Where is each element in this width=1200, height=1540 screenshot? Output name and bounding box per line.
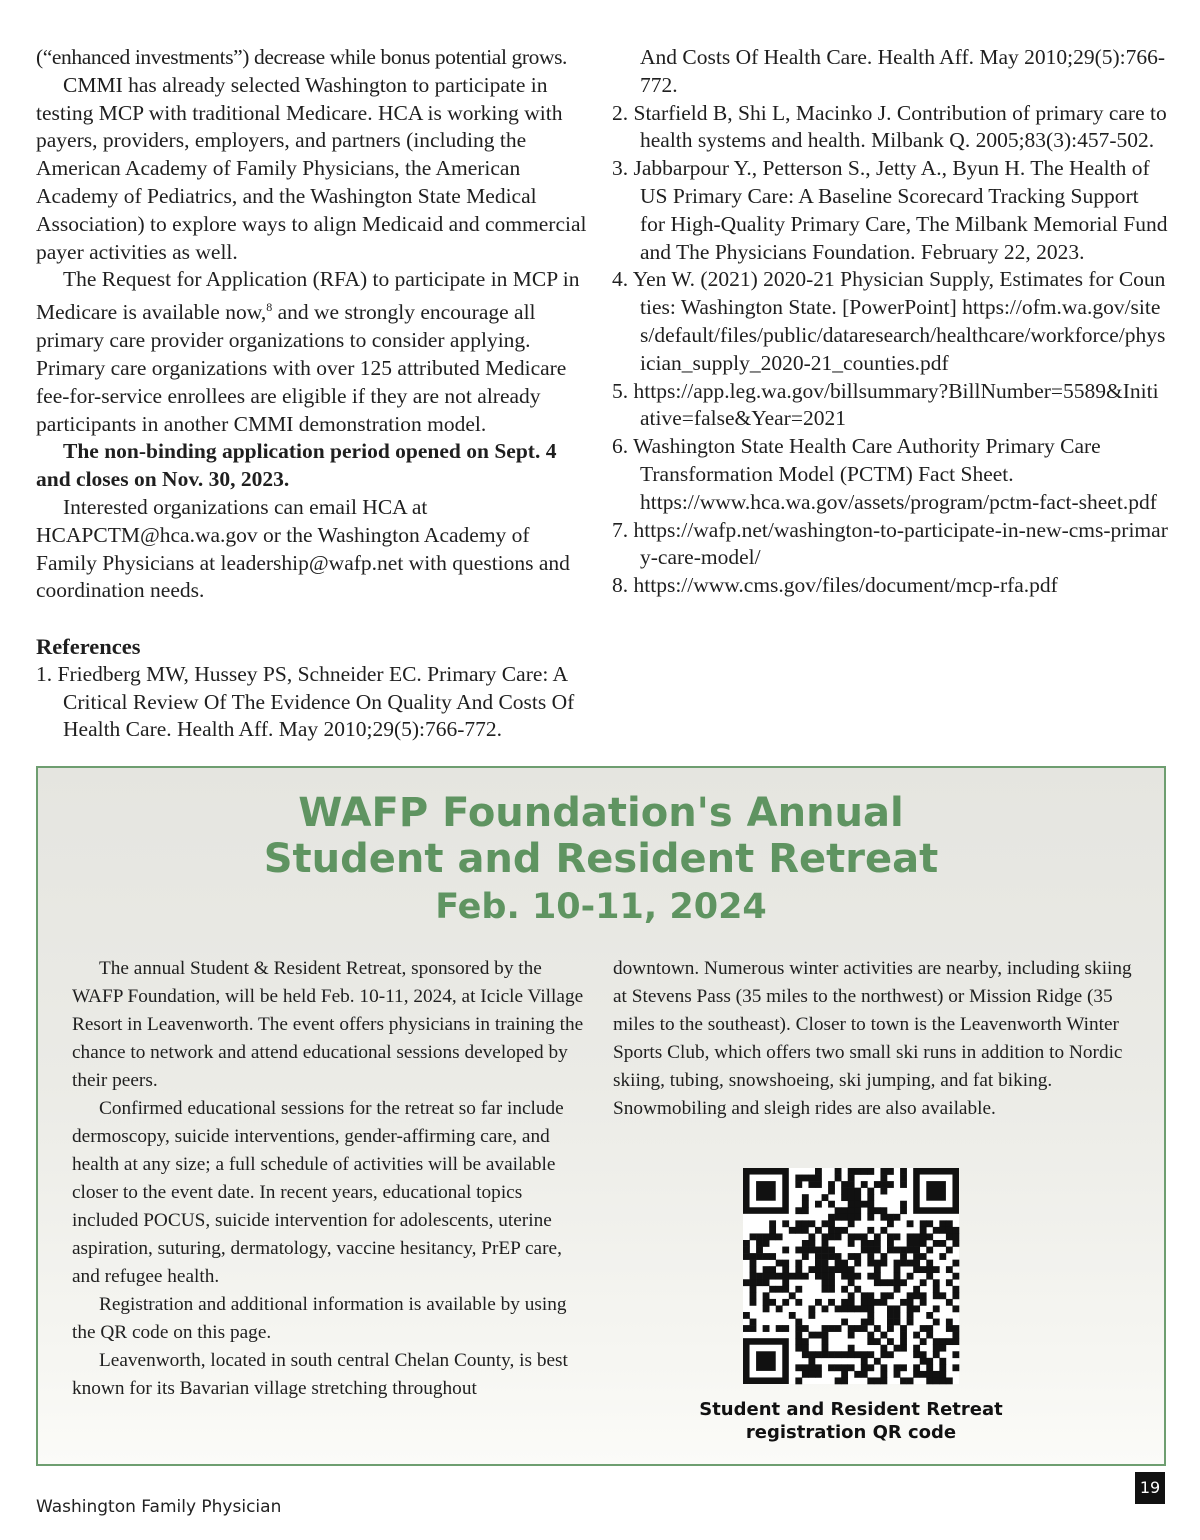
qr-code-graphic xyxy=(743,1168,959,1384)
callout-paragraph: Confirmed educational sessions for the retreat so far include dermoscopy, suicide interventions, gender-affirming care, and health at any size; a full schedule of activities will be available closer to the event date. In recent years, educational topics included POCUS, suicide intervention for adolescents, uterine aspiration, suturing, dermatology, vaccine hesitancy, PrEP care, and refugee health. xyxy=(72,1098,564,1287)
reference-item: 8. https://www.cms.gov/files/document/mcp-rfa.pdf xyxy=(612,573,1058,598)
qr-caption-line-1: Student and Resident Retreat xyxy=(699,1399,1003,1420)
reference-item: 1. Friedberg MW, Hussey PS, Schneider EC. Primary Care: A Critical Review Of The Evidence On Quality And Costs Of Health Care. Health Aff. May 2010;29(5):766-772. xyxy=(36,661,575,742)
article-paragraph: CMMI has already selected Washington to participate in testing MCP with traditional Medicare. HCA is working with payers, providers, employers, and partners (including the American Academy of Family Physicians, the American Academy of Pediatrics, and the Washington State Medical Association) to explore ways to align Medicaid and commercial payer activities as well. xyxy=(36,72,587,264)
callout-title-line-1: WAFP Foundation's Annual xyxy=(298,790,904,836)
retreat-callout-box xyxy=(36,766,1166,1466)
registration-qr-code[interactable] xyxy=(743,1168,959,1384)
callout-left-column xyxy=(72,955,587,1403)
reference-item: 3. Jabbarpour Y., Petterson S., Jetty A., Byun H. The Health of US Primary Care: A Baseline Scorecard Tracking Support for High-Quality Primary Care, The Milbank Memorial Fund and The Physicians Foundation. February 22, 2023. xyxy=(612,156,1168,264)
callout-paragraph: Registration and additional information is available by using the QR code on this page. xyxy=(72,1294,567,1343)
reference-item: 2. Starfield B, Shi L, Macinko J. Contribution of primary care to health systems and health. Milbank Q. 2005;83(3):457-502. xyxy=(612,100,1167,153)
callout-right-column xyxy=(613,955,1133,1123)
article-text: The Request for Application (RFA) to participate in MCP in Medicare is available now, xyxy=(36,267,580,325)
qr-caption-line-2: registration QR code xyxy=(745,1422,957,1443)
callout-paragraph: Leavenworth, located in south central Chelan County, is best known for its Bavarian village stretching throughout xyxy=(72,1350,568,1399)
qr-caption xyxy=(648,1398,1054,1444)
reference-item: 5. https://app.leg.wa.gov/billsummary?BillNumber=5589&Initiative=false&Year=2021 xyxy=(612,378,1159,431)
article-left-column xyxy=(36,44,592,742)
reference-item: 7. https://wafp.net/washington-to-participate-in-new-cms-primary-care-model/ xyxy=(612,517,1168,570)
callout-paragraph: The annual Student & Resident Retreat, sponsored by the WAFP Foundation, will be held Feb. 10-11, 2024, at Icicle Village Resort in Leavenworth. The event offers physicians in training the chance to network and attend educational sessions developed by their peers. xyxy=(72,958,584,1091)
page-number: 19 xyxy=(1135,1472,1165,1504)
article-paragraph: Interested organizations can email HCA at HCAPCTM@hca.wa.gov or the Washington Academy of Family Physicians at leadership@wafp.net with questions and coordination needs. xyxy=(36,494,570,603)
reference-item: 6. Washington State Health Care Authority Primary Care Transformation Model (PCTM) Fact Sheet. https://www.hca.wa.gov/assets/program/pctm-fact-sheet.pdf xyxy=(612,434,1157,514)
references-heading: References xyxy=(36,634,141,660)
publication-name: Washington Family Physician xyxy=(36,1497,282,1517)
article-paragraph: (“enhanced investments”) decrease while bonus potential grows. xyxy=(36,45,568,69)
callout-title-line-2: Student and Resident Retreat xyxy=(263,836,939,882)
callout-date: Feb. 10-11, 2024 xyxy=(435,887,767,927)
reference-item: 4. Yen W. (2021) 2020-21 Physician Supply, Estimates for Counties: Washington State. [PowerPoint] https://ofm.wa.gov/sites/default/files/public/dataresearch/healthcare/workforce/physician_supply_2020-21_counties.pdf xyxy=(612,267,1166,375)
article-paragraph xyxy=(36,266,592,438)
article-text: and we strongly encourage all primary care provider organizations to consider applying. Primary care organizations with over 125 attributed Medicare fee-for-service enrollees are eligible if they are not already participants in another CMMI demonstration model. xyxy=(36,300,567,436)
application-period-note: The non-binding application period opened on Sept. 4 and closes on Nov. 30, 2023. xyxy=(36,439,557,492)
reference-item-continued: And Costs Of Health Care. Health Aff. May 2010;29(5):766-772. xyxy=(640,45,1166,97)
references-column xyxy=(612,44,1168,600)
callout-paragraph: downtown. Numerous winter activities are nearby, including skiing at Stevens Pass (35 miles to the northwest) or Mission Ridge (35 miles to the southeast). Closer to town is the Leavenworth Winter Sports Club, which offers two small ski runs in addition to Nordic skiing, tubing, snowshoeing, ski jumping, and fat biking. Snowmobiling and sleigh rides are also available. xyxy=(613,958,1132,1119)
footnote-marker: 8 xyxy=(266,300,273,315)
